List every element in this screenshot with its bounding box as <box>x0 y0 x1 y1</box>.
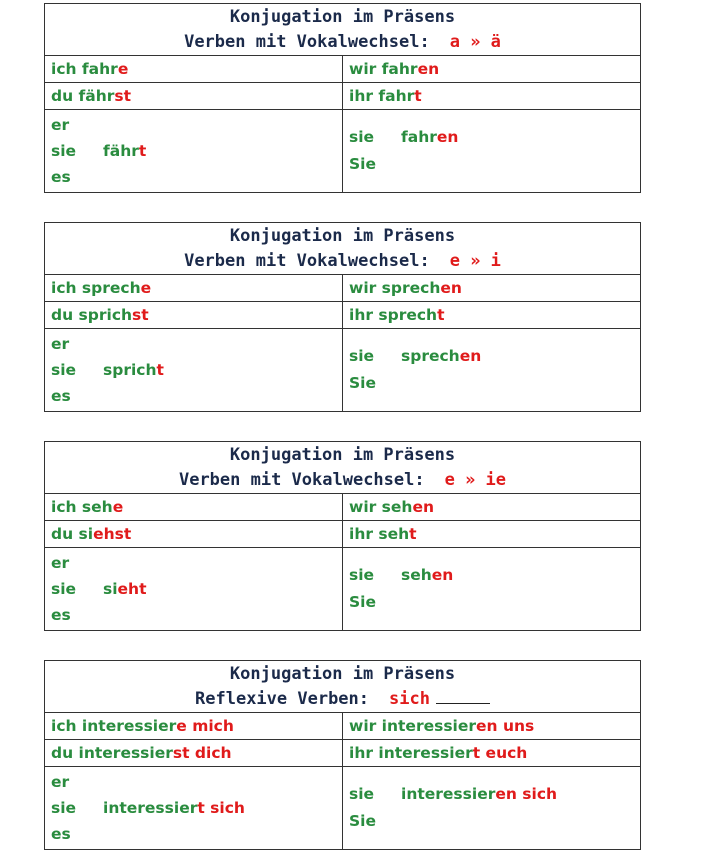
pronoun-sie: sie <box>51 142 77 160</box>
ending: en <box>436 128 459 146</box>
vowel-change-rule: e » ie <box>444 470 507 490</box>
vowel-change-rule: a » ä <box>449 32 501 52</box>
stem: fahr <box>401 128 437 146</box>
stem: ihr sprech <box>349 306 438 324</box>
verb-third-plural <box>401 566 453 584</box>
cell-wir <box>343 713 640 739</box>
stem: du si <box>51 525 94 543</box>
stem: wir sprech <box>349 279 441 297</box>
stem: du interessier <box>51 744 173 762</box>
stem: du spri <box>51 306 112 324</box>
pronoun-er: er <box>51 335 70 353</box>
pronoun-es: es <box>51 825 71 843</box>
pronoun-Sie-formal: Sie <box>349 155 376 173</box>
pronoun-es: es <box>51 168 71 186</box>
stem: ich fahr <box>51 60 118 78</box>
verb-third-singular <box>103 142 146 160</box>
table-row <box>45 548 640 630</box>
blank-line <box>436 689 490 704</box>
ending: en sich <box>495 785 558 803</box>
pronoun-sie: sie <box>51 580 77 598</box>
ending: en <box>417 60 440 78</box>
ending: en <box>440 279 462 297</box>
cell-wir <box>343 275 640 301</box>
table-subtitle: Verben mit Vokalwechsel: <box>184 32 430 52</box>
stem: fähr <box>103 142 139 160</box>
ending: t <box>437 306 445 324</box>
vowel-change-rule: e » i <box>449 251 501 271</box>
cell-ich <box>45 56 343 82</box>
cell-ihr <box>343 740 640 766</box>
conjugation-table-e-i <box>44 222 641 412</box>
verb-third-singular <box>103 361 164 379</box>
stem: ihr interessier <box>349 744 473 762</box>
table-subtitle-line <box>45 249 640 274</box>
pronoun-sie: sie <box>51 799 77 817</box>
ending: t sich <box>197 799 245 817</box>
ending: e <box>117 60 129 78</box>
table-subtitle-line <box>45 30 640 55</box>
pronoun-er: er <box>51 116 70 134</box>
table-title: Konjugation im Präsens <box>229 445 456 465</box>
verb-third-singular <box>103 580 147 598</box>
stem: ich interessier <box>51 717 177 735</box>
pronoun-sie-plural: sie <box>349 128 375 146</box>
ending: t <box>409 525 417 543</box>
ending: t <box>414 87 422 105</box>
stem: sprech <box>401 347 460 365</box>
stem: du fähr <box>51 87 115 105</box>
conjugation-table-e-ie <box>44 441 641 631</box>
stem: ihr fahr <box>349 87 415 105</box>
ending: en uns <box>476 717 535 735</box>
cell-du <box>45 83 343 109</box>
ending: st <box>114 87 132 105</box>
ending: e mich <box>176 717 234 735</box>
stem: si <box>103 580 118 598</box>
cell-third-singular <box>45 767 343 849</box>
stem-consonants: ch <box>136 361 157 379</box>
cell-ich <box>45 494 343 520</box>
cell-ich <box>45 713 343 739</box>
pronoun-Sie-formal: Sie <box>349 374 376 392</box>
verb-third-plural <box>401 347 481 365</box>
pronoun-Sie-formal: Sie <box>349 812 376 830</box>
cell-du <box>45 521 343 547</box>
ending: t <box>139 580 147 598</box>
stem-consonants: eh <box>117 580 140 598</box>
pronoun-es: es <box>51 606 71 624</box>
table-title: Konjugation im Präsens <box>229 226 456 246</box>
table-subtitle-line <box>45 468 640 493</box>
table-header <box>45 4 640 56</box>
stem: ihr seh <box>349 525 410 543</box>
cell-third-singular <box>45 329 343 411</box>
ending: st <box>132 306 149 324</box>
table-row <box>45 110 640 192</box>
pronoun-er: er <box>51 773 70 791</box>
cell-wir <box>343 494 640 520</box>
cell-wir <box>343 56 640 82</box>
ending: t <box>138 142 147 160</box>
pronoun-sie: sie <box>51 361 77 379</box>
table-header <box>45 223 640 275</box>
pronoun-Sie-formal: Sie <box>349 593 376 611</box>
table-row <box>45 494 640 521</box>
verb-third-plural <box>401 785 557 803</box>
cell-ich <box>45 275 343 301</box>
table-row <box>45 302 640 329</box>
table-title: Konjugation im Präsens <box>229 664 456 684</box>
pronoun-sie-plural: sie <box>349 566 375 584</box>
conjugation-table-reflexive <box>44 660 641 850</box>
ending: st dich <box>172 744 232 762</box>
ending: e <box>112 498 124 516</box>
cell-du <box>45 740 343 766</box>
table-header <box>45 661 640 713</box>
table-title: Konjugation im Präsens <box>229 7 456 27</box>
cell-ihr <box>343 521 640 547</box>
stem: interessier <box>401 785 496 803</box>
table-subtitle: Verben mit Vokalwechsel: <box>178 470 425 490</box>
ending: t euch <box>472 744 528 762</box>
table-row <box>45 713 640 740</box>
verb-third-plural <box>401 128 458 146</box>
ending: t <box>156 361 164 379</box>
stem: spri <box>103 361 137 379</box>
verb-third-singular <box>103 799 245 817</box>
table-header <box>45 442 640 494</box>
stem-consonants: eh <box>93 525 115 543</box>
ending: e <box>140 279 152 297</box>
table-subtitle: Reflexive Verben: <box>195 689 370 709</box>
ending: en <box>459 347 482 365</box>
table-row <box>45 521 640 548</box>
ending: en <box>412 498 435 516</box>
cell-ihr <box>343 302 640 328</box>
cell-third-plural <box>343 767 640 849</box>
table-row <box>45 56 640 83</box>
pronoun-es: es <box>51 387 71 405</box>
stem: ich sprech <box>51 279 141 297</box>
cell-third-singular <box>45 110 343 192</box>
stem: interessier <box>103 799 198 817</box>
stem: ich seh <box>51 498 113 516</box>
cell-third-singular <box>45 548 343 630</box>
table-row <box>45 740 640 767</box>
ending: st <box>114 525 132 543</box>
stem: seh <box>401 566 432 584</box>
ending: en <box>431 566 454 584</box>
cell-third-plural <box>343 548 640 630</box>
cell-third-plural <box>343 110 640 192</box>
stem: wir seh <box>349 498 413 516</box>
reflexive-rule: sich <box>389 689 430 709</box>
table-subtitle-line <box>45 687 640 712</box>
table-subtitle: Verben mit Vokalwechsel: <box>184 251 430 271</box>
conjugation-table-a-ae <box>44 3 641 193</box>
table-row <box>45 767 640 849</box>
stem: wir interessier <box>349 717 477 735</box>
table-row <box>45 83 640 110</box>
cell-du <box>45 302 343 328</box>
cell-third-plural <box>343 329 640 411</box>
pronoun-er: er <box>51 554 70 572</box>
pronoun-sie-plural: sie <box>349 785 375 803</box>
table-row <box>45 329 640 411</box>
cell-ihr <box>343 83 640 109</box>
pronoun-sie-plural: sie <box>349 347 375 365</box>
table-row <box>45 275 640 302</box>
stem-consonants: ch <box>111 306 133 324</box>
stem: wir fahr <box>349 60 418 78</box>
